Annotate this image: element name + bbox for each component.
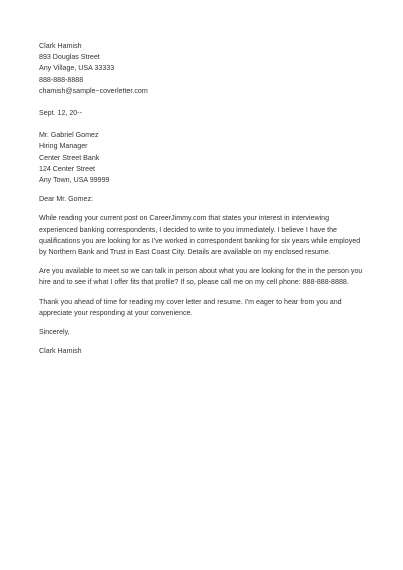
sender-address	[39, 41, 374, 97]
paragraph-2	[39, 266, 374, 288]
sender-city: Any Village, USA 33333	[39, 64, 115, 73]
paragraph-line: experienced banking correspondents, I decided to write to you immediately. I believe I have the	[39, 225, 337, 234]
recipient-address	[39, 130, 374, 186]
sender-phone: 888-888-8888	[39, 75, 84, 84]
recipient-street: 124 Center Street	[39, 164, 95, 173]
sender-street: 893 Douglas Street	[39, 53, 100, 62]
paragraph-line: qualifications you are looking for as I've worked in correspondent banking for six years while employed	[39, 236, 361, 245]
paragraph-line: Are you available to meet so we can talk in person about what you are looking for the in the person you	[39, 267, 363, 276]
closing: Sincerely,	[39, 328, 70, 337]
paragraph-1	[39, 213, 374, 258]
paragraph-line: hire and to see if what I offer fits that profile? If so, please call me on my cell phone: 888-888-8888.	[39, 278, 349, 287]
letter-body	[39, 41, 374, 357]
recipient-city: Any Town, USA 99999	[39, 176, 110, 185]
signature-name: Clark Hamish	[39, 347, 82, 356]
recipient-name: Mr. Gabriel Gomez	[39, 131, 99, 140]
recipient-company: Center Street Bank	[39, 153, 100, 162]
paragraph-line: by Northern Bank and Trust in East Coast City. Details are available on my enclosed resume.	[39, 248, 331, 257]
paragraph-line: Thank you ahead of time for reading my cover letter and resume. I'm eager to hear from you and	[39, 297, 342, 306]
paragraph-line: appreciate your responding at your convenience.	[39, 308, 193, 317]
salutation: Dear Mr. Gomez:	[39, 195, 94, 204]
paragraph-line: While reading your current post on CareerJimmy.com that states your interest in interviewing	[39, 214, 330, 223]
sender-email: chamish@sample~coverletter.com	[39, 86, 148, 95]
letter-date: Sept. 12, 20--	[39, 109, 82, 118]
recipient-title: Hiring Manager	[39, 142, 88, 151]
paragraph-3	[39, 297, 374, 319]
sender-name: Clark Hamish	[39, 42, 82, 50]
